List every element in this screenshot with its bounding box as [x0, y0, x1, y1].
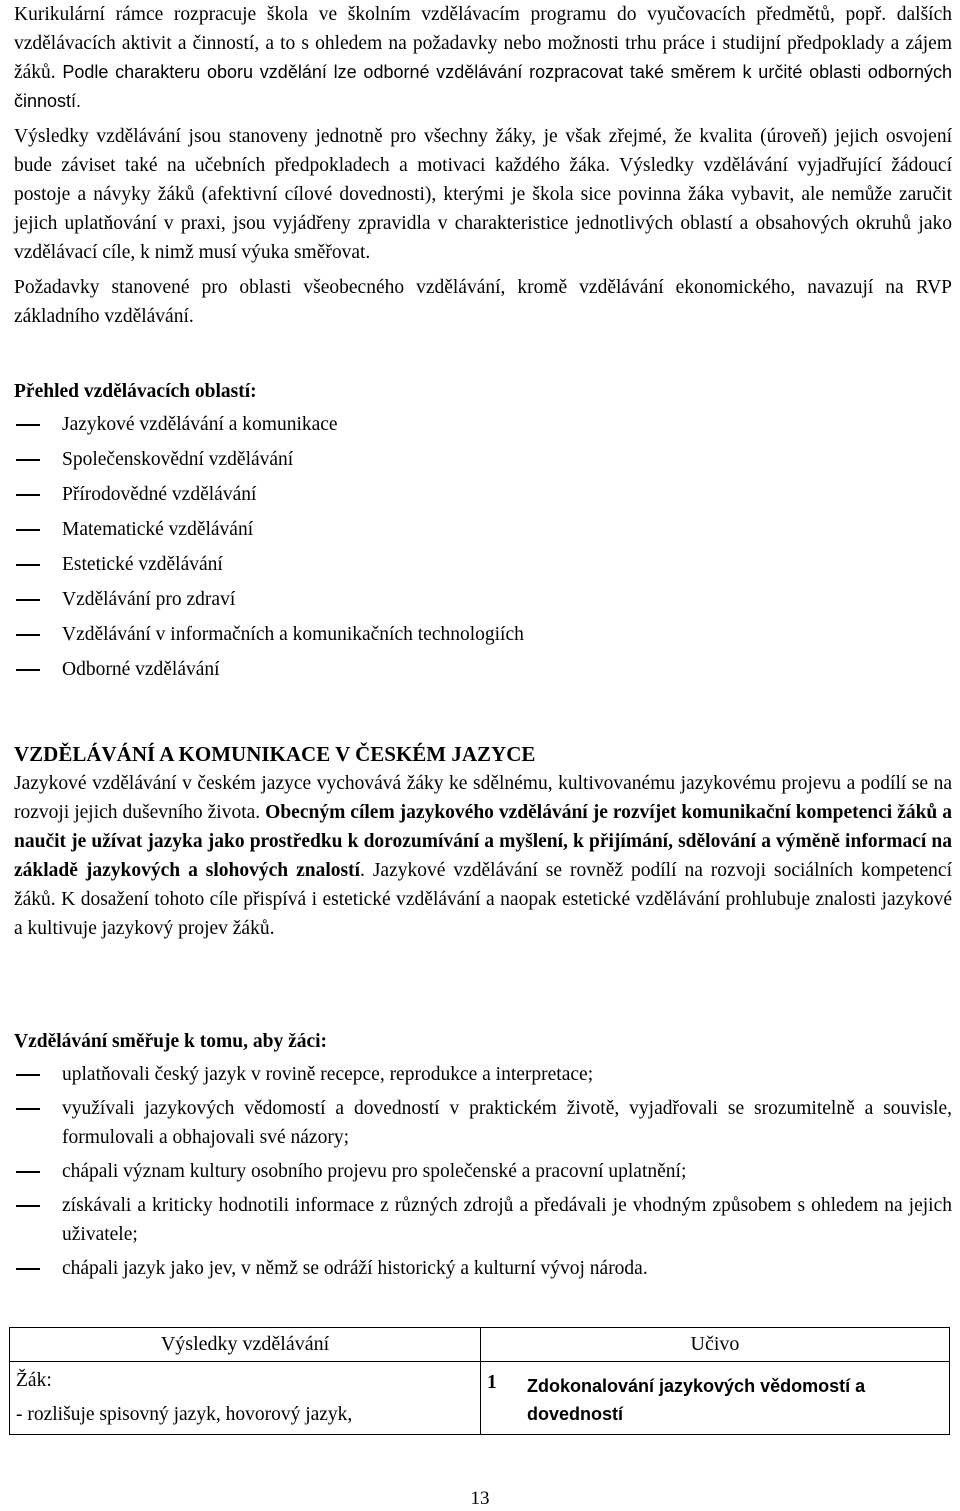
list-item	[14, 1157, 952, 1186]
curriculum-table	[9, 1327, 950, 1435]
dash-bullet	[16, 564, 40, 566]
header-content: Učivo	[481, 1328, 950, 1362]
intro-paragraph-3: Požadavky stanovené pro oblasti všeobecného vzdělávání, kromě vzdělávání ekonomického, navazují na RVP základního vzdělávání.	[14, 277, 952, 327]
intro-paragraph-2: Výsledky vzdělávání jsou stanoveny jednotně pro všechny žáky, je však zřejmé, že kvalita (úroveň) jejich osvojení bude záviset také na učebních předpokladech a motivaci každého žáka. Výsledky vzdělávání vyjadřující žádoucí postoje a návyky žáků (afektivní cílové dovednosti), kterými je škola sice povinna žáka vybavit, ale nemůže zaručit jejich uplatňování v praxi, jsou vyjádřeny zpravidla v charakteristice jednotlivých oblastí a obsahových okruhů jako vzdělávací cíle, k nimž musí výuka směřovat.	[14, 126, 952, 263]
dash-bullet	[16, 1268, 40, 1270]
dash-bullet	[16, 424, 40, 426]
list-item-text: chápali jazyk jako jev, v němž se odráží historický a kulturní vývoj národa.	[62, 1258, 648, 1279]
list-item	[14, 445, 952, 474]
areas-heading: Přehled vzdělávacích oblastí:	[14, 381, 257, 402]
list-item	[14, 655, 952, 684]
table-header-row	[10, 1328, 950, 1362]
header-outcomes: Výsledky vzdělávání	[10, 1328, 481, 1362]
dash-bullet	[16, 459, 40, 461]
topic-number: 1	[487, 1372, 497, 1393]
dash-bullet	[16, 599, 40, 601]
dash-bullet	[16, 634, 40, 636]
list-item-text: Estetické vzdělávání	[62, 554, 223, 575]
section-paragraph-bold: Obecným cílem jazykového vzdělávání je rozvíjet komunikační kompetenci žáků a naučit je užívat jazyka jako prostředku k dorozumívání a myšlení, k přijímání, sdělování a výměně informací na základě jazykových a slohových znalostí	[14, 802, 952, 881]
list-item	[14, 620, 952, 649]
dash-bullet	[16, 1205, 40, 1207]
student-label: Žák:	[16, 1370, 52, 1391]
dash-bullet	[16, 1074, 40, 1076]
intro-paragraph-1-sans: Podle charakteru oboru vzdělání lze odborné vzdělávání rozpracovat také směrem k určité oblasti odborných činností.	[14, 62, 952, 111]
intro-paragraph-1	[14, 0, 952, 116]
table-row	[10, 1362, 950, 1435]
list-item-text: Odborné vzdělávání	[62, 659, 220, 680]
outcome-item: - rozlišuje spisovný jazyk, hovorový jazyk,	[16, 1404, 353, 1425]
section-paragraph-end: . Jazykové vzdělávání se rovněž podílí na rozvoji sociálních kompetencí žáků. K dosažení tohoto cíle přispívá i estetické vzdělávání a naopak estetické vzdělávání prohlubuje znalosti jazykové a kultivuje jazykový projev žáků.	[14, 860, 952, 939]
outcomes-cell	[10, 1362, 481, 1435]
aims-list	[14, 1060, 952, 1283]
list-item-text: získávali a kriticky hodnotili informace z různých zdrojů a předávali je vhodným způsobem s ohledem na jejich uživatele;	[62, 1195, 952, 1245]
page-number: 13	[470, 1488, 490, 1509]
list-item	[14, 1060, 952, 1089]
section-paragraph-start: Jazykové vzdělávání v českém jazyce vychovává žáky ke sdělnému, kultivovanému jazykovému projevu a podílí se na rozvoji jejich duševního života.	[14, 773, 952, 823]
list-item-text: Společenskovědní vzdělávání	[62, 449, 294, 470]
dash-bullet	[16, 1108, 40, 1110]
list-item-text: Jazykové vzdělávání a komunikace	[62, 414, 338, 435]
list-item-text: chápali význam kultury osobního projevu pro společenské a pracovní uplatnění;	[62, 1161, 687, 1182]
list-item	[14, 410, 952, 439]
dash-bullet	[16, 529, 40, 531]
section-block	[14, 739, 952, 943]
dash-bullet	[16, 669, 40, 671]
list-item-text: Matematické vzdělávání	[62, 519, 254, 540]
aims-heading: Vzdělávání směřuje k tomu, aby žáci:	[14, 1031, 328, 1052]
list-item-text: Vzdělávání pro zdraví	[62, 589, 236, 610]
topic-title: Zdokonalování jazykových vědomostí a dovedností	[527, 1376, 866, 1424]
list-item	[14, 1094, 952, 1152]
list-item	[14, 550, 952, 579]
list-item	[14, 515, 952, 544]
areas-list	[14, 410, 952, 684]
intro-paragraph-1-serif: Kurikulární rámce rozpracuje škola ve školním vzdělávacím programu do vyučovacích předmětů, popř. dalších vzdělávacích aktivit a činností, a to s ohledem na požadavky nebo možnosti trhu práce i studijní předpoklady a zájem žáků.	[14, 4, 952, 83]
areas-block	[14, 377, 952, 684]
list-item-text: Vzdělávání v informačních a komunikačních technologiích	[62, 624, 524, 645]
dash-bullet	[16, 1171, 40, 1173]
list-item-text: využívali jazykových vědomostí a dovedností v praktickém životě, vyjadřovali se srozumitelně a souvisle, formulovali a obhajovali své názory;	[62, 1098, 952, 1148]
list-item	[14, 585, 952, 614]
curriculum-table-block	[14, 1327, 950, 1435]
section-title: VZDĚLÁVÁNÍ A KOMUNIKACE V ČESKÉM JAZYCE	[14, 742, 536, 766]
list-item	[14, 480, 952, 509]
dash-bullet	[16, 494, 40, 496]
list-item-text: uplatňovali český jazyk v rovině recepce, reprodukce a interpretace;	[62, 1064, 594, 1085]
section-paragraph	[14, 769, 952, 943]
aims-block	[14, 1027, 952, 1283]
list-item	[14, 1191, 952, 1249]
content-cell	[481, 1362, 950, 1435]
list-item	[14, 1254, 952, 1283]
intro-block	[14, 0, 952, 331]
list-item-text: Přírodovědné vzdělávání	[62, 484, 257, 505]
